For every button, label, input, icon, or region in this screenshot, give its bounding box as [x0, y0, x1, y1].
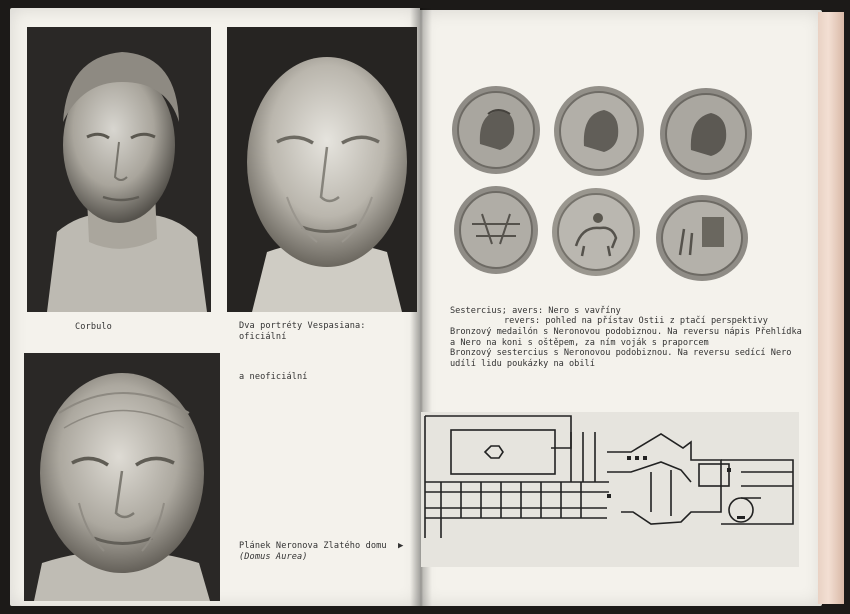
page-edge	[818, 12, 844, 604]
vespasian-caption-line3: a neoficiální	[239, 372, 308, 382]
plan-caption-italic: (Domus Aurea)	[239, 552, 308, 562]
plan-caption-arrow-icon: ▶	[398, 541, 404, 551]
coin-caption-line3: Bronzový medailón s Neronovou podobiznou. Na reversu nápis Přehlídka	[450, 327, 802, 337]
coin-congiarium-icon	[654, 193, 750, 283]
coin-decursio-horse-icon	[550, 186, 642, 278]
vespasian-unofficial-image	[24, 353, 220, 601]
coin-ostia-harbour-icon	[452, 184, 540, 276]
coin-bottom-1	[452, 184, 540, 276]
corbulo-caption: Corbulo	[75, 322, 112, 332]
coin-caption-line4: a Nero na koni s oštěpem, za ním voják s praporcem	[450, 338, 709, 348]
vespasian-unofficial-photo	[24, 353, 220, 601]
coin-caption-line5: Bronzový sestercius s Neronovou podobiznou. Na reversu sedící Nero	[450, 348, 792, 358]
plan-caption-line2	[239, 552, 308, 563]
plan-caption-line1: Plánek Neronova Zlatého domu	[239, 541, 387, 551]
coin-bottom-3	[654, 193, 750, 283]
corbulo-photo	[27, 27, 211, 312]
coin-bottom-2	[550, 186, 642, 278]
coin-caption-line2: revers: pohled na přístav Ostii z ptačí perspektivy	[504, 316, 768, 326]
coin-caption-line6: udílí lidu poukázky na obilí	[450, 359, 595, 369]
corbulo-bust-image	[27, 27, 211, 312]
domus-aurea-plan	[421, 412, 799, 567]
coin-nero-laurel-icon	[450, 84, 542, 176]
coin-nero-medallion-icon	[552, 84, 646, 178]
vespasian-caption-line1: Dva portréty Vespasiana:	[239, 321, 366, 331]
coin-nero-sestertius-icon	[658, 86, 754, 182]
floor-plan-drawing	[421, 412, 799, 567]
coin-top-1	[450, 84, 542, 176]
vespasian-caption-line2: oficiální	[239, 332, 287, 342]
vespasian-official-image	[227, 27, 417, 312]
vespasian-official-photo	[227, 27, 417, 312]
coin-caption-line1: Sestercius; avers: Nero s vavřínу	[450, 306, 621, 316]
coin-top-3	[658, 86, 754, 182]
coin-top-2	[552, 84, 646, 178]
